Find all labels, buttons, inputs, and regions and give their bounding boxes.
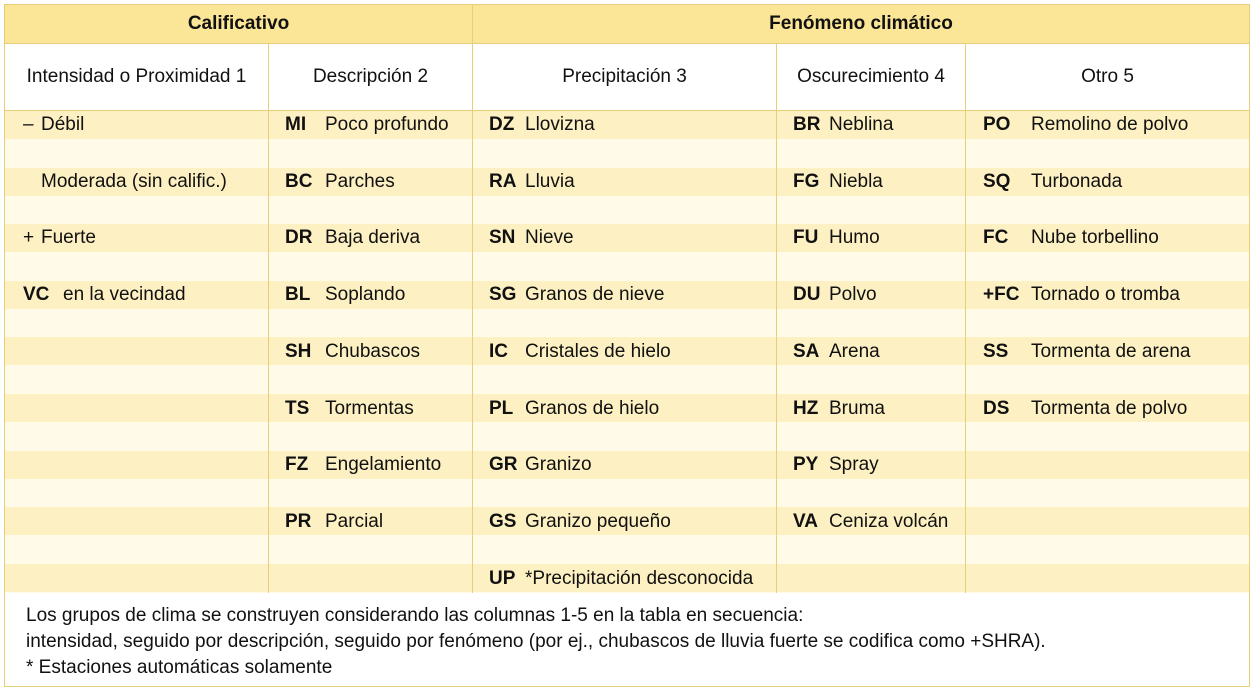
obscuration-item-code: FG: [793, 170, 820, 192]
other-item-row: [983, 168, 1122, 196]
column-header-description: Descripción 2: [269, 43, 472, 111]
intensity-item-code: +: [23, 227, 35, 249]
description-item-code: MI: [285, 114, 307, 135]
obscuration-item-row: [793, 224, 880, 252]
precipitation-item-row: [489, 338, 671, 366]
footnote-line-1: Los grupos de clima se construyen considerando las columnas 1-5 en la tabla en secuencia:: [26, 605, 804, 626]
description-item-label: Poco profundo: [325, 114, 449, 135]
precipitation-item-label: Llovizna: [525, 114, 595, 135]
precipitation-item-code: RA: [489, 170, 517, 192]
intensity-item-code: –: [23, 114, 34, 135]
other-item-label: Tormenta de arena: [1031, 340, 1191, 362]
column-header-intensity: Intensidad o Proximidad 1: [5, 43, 268, 111]
table-stripe: [5, 253, 1249, 281]
precipitation-item-row: [489, 451, 592, 479]
other-item-code: +FC: [983, 284, 1020, 306]
intensity-item-label: Moderada (sin calific.): [41, 170, 227, 192]
column-divider-4: [965, 43, 966, 593]
precipitation-item-code: SG: [489, 284, 517, 306]
precipitation-item-label: Cristales de hielo: [525, 340, 671, 362]
description-item-row: [285, 451, 441, 479]
description-item-row: [285, 338, 420, 366]
description-item-row: [285, 281, 405, 309]
precipitation-item-row: [489, 111, 595, 139]
obscuration-item-label: Humo: [829, 227, 880, 249]
other-item-row: [983, 224, 1159, 252]
precipitation-item-label: Granos de hielo: [525, 397, 660, 419]
intensity-item-label: Fuerte: [41, 227, 96, 249]
header-divider: [5, 43, 1249, 44]
precipitation-item-label: Granos de nieve: [525, 284, 665, 306]
other-item-label: Turbonada: [1031, 170, 1123, 192]
precipitation-item-row: [489, 565, 753, 593]
description-item-label: Baja deriva: [325, 227, 421, 249]
description-item-code: DR: [285, 227, 313, 249]
column-header-divider: [5, 110, 1249, 111]
precipitation-item-row: [489, 281, 664, 309]
obscuration-item-row: [793, 395, 885, 423]
description-item-code: BC: [285, 170, 313, 192]
description-item-row: [285, 168, 395, 196]
column-header-other: Otro 5: [966, 43, 1249, 111]
description-item-label: Chubascos: [325, 340, 421, 362]
other-item-label: Nube torbellino: [1031, 227, 1159, 249]
intensity-item-label: Débil: [41, 114, 85, 135]
precipitation-item-label: *Precipitación desconocida: [525, 567, 754, 589]
obscuration-item-code: SA: [793, 340, 820, 362]
obscuration-item-row: [793, 508, 948, 536]
description-item-label: Parcial: [325, 510, 384, 532]
precipitation-item-label: Lluvia: [525, 170, 575, 192]
precipitation-item-row: [489, 395, 659, 423]
precipitation-item-label: Granizo: [525, 454, 592, 476]
other-item-row: [983, 338, 1191, 366]
obscuration-item-row: [793, 168, 883, 196]
intensity-item-row: [23, 168, 227, 196]
precipitation-item-label: Nieve: [525, 227, 574, 249]
description-item-label: Parches: [325, 170, 395, 192]
precipitation-item-code: GS: [489, 510, 517, 532]
description-item-code: SH: [285, 340, 312, 362]
other-item-label: Tornado o tromba: [1031, 284, 1180, 306]
other-item-row: [983, 281, 1180, 309]
table-stripe: [5, 196, 1249, 224]
other-item-code: SS: [983, 340, 1009, 362]
description-item-label: Tormentas: [325, 397, 414, 419]
table-stripe: [5, 139, 1249, 167]
description-item-label: Soplando: [325, 284, 406, 306]
column-header-precipitation: Precipitación 3: [473, 43, 776, 111]
obscuration-item-code: HZ: [793, 397, 819, 419]
precipitation-item-code: PL: [489, 397, 514, 419]
other-item-row: [983, 395, 1187, 423]
description-item-row: [285, 224, 420, 252]
description-item-row: [285, 508, 383, 536]
precipitation-item-code: DZ: [489, 114, 515, 135]
obscuration-item-code: FU: [793, 227, 819, 249]
intensity-item-code: VC: [23, 284, 50, 306]
precipitation-item-code: SN: [489, 227, 516, 249]
table-stripe: [5, 422, 1249, 450]
obscuration-item-code: BR: [793, 114, 821, 135]
obscuration-item-label: Bruma: [829, 397, 885, 419]
intensity-item-row: [23, 111, 84, 139]
footnote-line-2: intensidad, seguido por descripción, seguido por fenómeno (por ej., chubascos de lluvia fuerte se codifica como +SHRA).: [26, 631, 1046, 652]
column-divider-3: [776, 43, 777, 593]
precipitation-item-code: GR: [489, 454, 518, 476]
description-item-code: FZ: [285, 454, 309, 476]
footnote-line-3: * Estaciones automáticas solamente: [26, 657, 333, 678]
group-header-fenomeno: Fenómeno climático: [473, 5, 1249, 43]
other-item-label: Remolino de polvo: [1031, 114, 1189, 135]
description-item-code: BL: [285, 284, 311, 306]
description-item-row: [285, 395, 414, 423]
obscuration-item-code: DU: [793, 284, 821, 306]
precipitation-item-code: UP: [489, 567, 516, 589]
weather-codes-table: [4, 4, 1250, 687]
obscuration-item-row: [793, 111, 893, 139]
other-item-code: DS: [983, 397, 1010, 419]
group-header-calificativo: Calificativo: [5, 5, 472, 43]
description-item-label: Engelamiento: [325, 454, 442, 476]
description-item-row: [285, 111, 449, 139]
description-item-code: PR: [285, 510, 312, 532]
intensity-item-row: [23, 281, 186, 309]
column-header-obscuration: Oscurecimiento 4: [777, 43, 965, 111]
group-divider: [472, 5, 473, 593]
obscuration-item-row: [793, 281, 877, 309]
obscuration-item-row: [793, 451, 879, 479]
other-item-row: [983, 111, 1188, 139]
intensity-item-label: en la vecindad: [63, 284, 186, 306]
column-divider-1: [268, 43, 269, 593]
obscuration-item-code: PY: [793, 454, 819, 476]
description-item-code: TS: [285, 397, 310, 419]
obscuration-item-code: VA: [793, 510, 818, 532]
other-item-code: SQ: [983, 170, 1011, 192]
other-item-code: FC: [983, 227, 1009, 249]
table-stripe: [5, 536, 1249, 564]
obscuration-item-label: Ceniza volcán: [829, 510, 949, 532]
precipitation-item-row: [489, 508, 671, 536]
table-stripe: [5, 366, 1249, 394]
obscuration-item-label: Polvo: [829, 284, 877, 306]
obscuration-item-label: Arena: [829, 340, 880, 362]
other-item-code: PO: [983, 114, 1011, 135]
precipitation-item-row: [489, 168, 575, 196]
precipitation-item-row: [489, 224, 574, 252]
precipitation-item-label: Granizo pequeño: [525, 510, 671, 532]
precipitation-item-code: IC: [489, 340, 508, 362]
obscuration-item-label: Niebla: [829, 170, 883, 192]
table-stripe: [5, 451, 1249, 479]
table-stripe: [5, 479, 1249, 507]
intensity-item-row: [23, 224, 96, 252]
other-item-label: Tormenta de polvo: [1031, 397, 1188, 419]
obscuration-item-label: Neblina: [829, 114, 894, 135]
table-stripe: [5, 309, 1249, 337]
obscuration-item-row: [793, 338, 880, 366]
obscuration-item-label: Spray: [829, 454, 879, 476]
table-footnote: [5, 593, 1249, 686]
